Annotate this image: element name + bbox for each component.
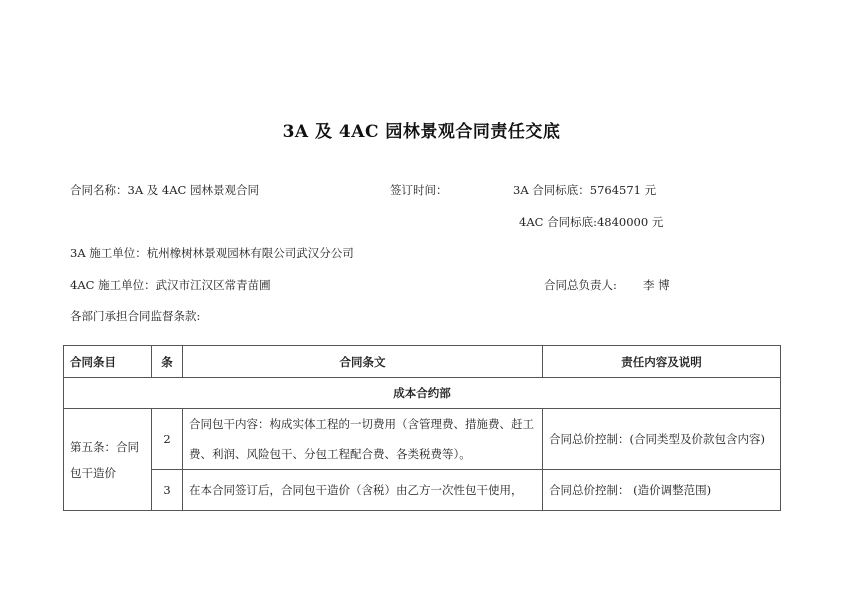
row-clause: 在本合同签订后，合同包干造价（含税）由乙方一次性包干使用， (183, 470, 543, 511)
contractor-4ac: 4AC 施工单位：武汉市江汉区常青苗圃 (70, 278, 271, 292)
article-cell: 第五条：合同包干造价 (64, 409, 152, 511)
table-header-row (64, 346, 781, 378)
table-row (64, 409, 781, 470)
section-row (64, 378, 781, 409)
section-label: 成本合约部 (64, 378, 781, 409)
row-responsibility: 合同总价控制：(合同类型及价款包含内容) (543, 409, 781, 470)
row-clause: 合同包干内容：构成实体工程的一切费用（含管理费、措施费、赶工费、利润、风险包干、分包工程配合费、各类税费等）。 (183, 409, 543, 470)
person-in-charge-label: 合同总负责人: (544, 278, 617, 292)
header-article: 合同条目 (64, 346, 152, 378)
price-3a: 3A 合同标底：5764571 元 (513, 183, 657, 197)
person-in-charge-name: 李 博 (643, 278, 670, 292)
row-responsibility: 合同总价控制： (造价调整范围) (543, 470, 781, 511)
header-responsibility: 责任内容及说明 (543, 346, 781, 378)
price-4ac: 4AC 合同标底:4840000 元 (519, 215, 664, 229)
contractor-3a: 3A 施工单位：杭州橡树林景观园林有限公司武汉分公司 (70, 246, 354, 260)
row-num: 2 (152, 409, 183, 470)
table-row (64, 470, 781, 511)
supervision-intro: 各部门承担合同监督条款: (70, 309, 201, 323)
sign-time-label: 签订时间： (390, 183, 448, 197)
contract-name: 合同名称：3A 及 4AC 园林景观合同 (70, 183, 260, 197)
header-num: 条 (152, 346, 183, 378)
responsibility-table (63, 345, 781, 511)
document-title: 3A 及 4AC 园林景观合同责任交底 (282, 122, 561, 142)
header-clause: 合同条文 (183, 346, 543, 378)
row-num: 3 (152, 470, 183, 511)
